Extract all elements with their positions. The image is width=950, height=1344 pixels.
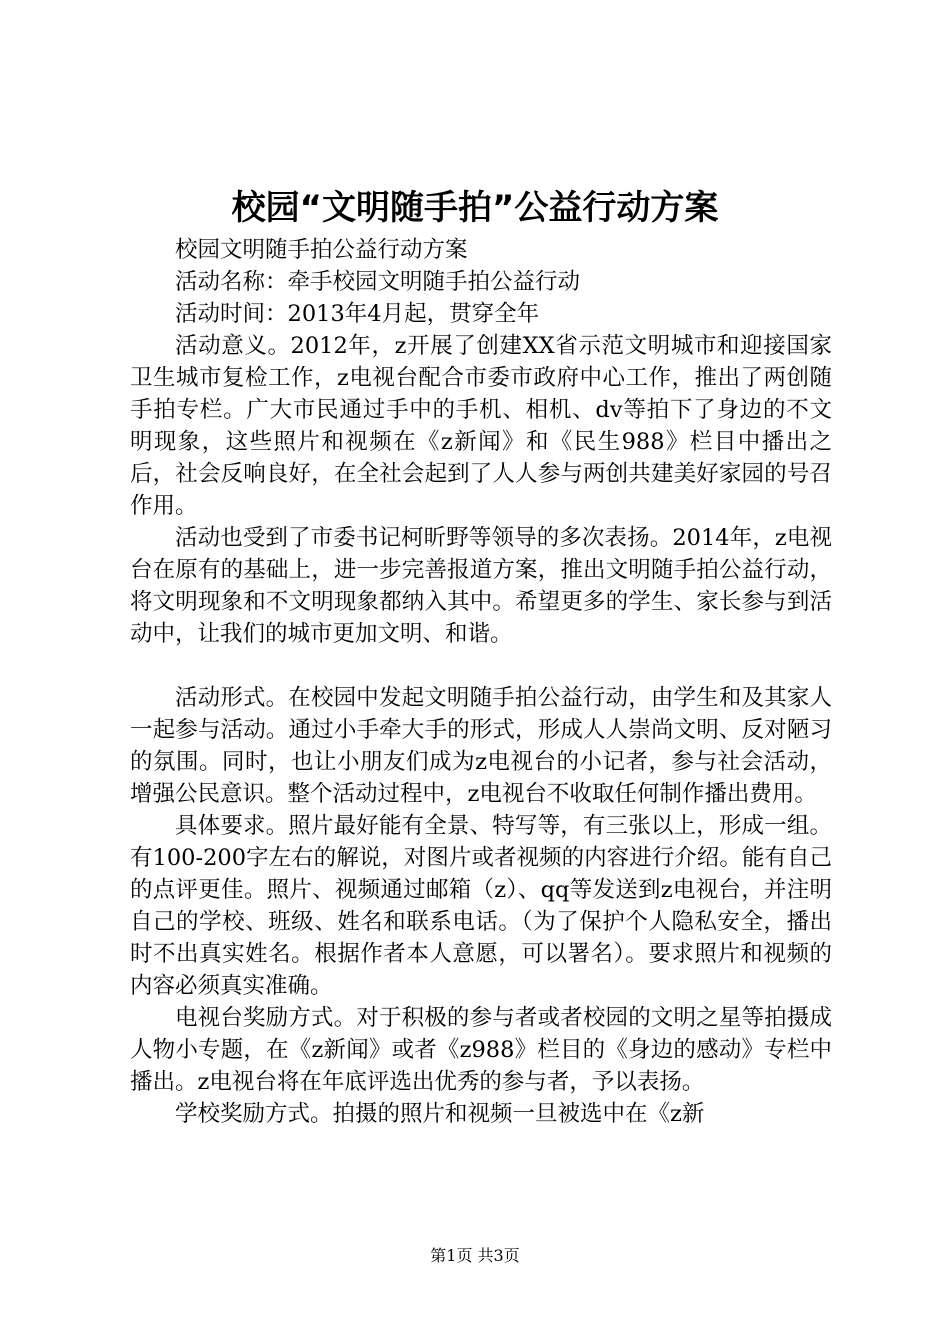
paragraph-praise: 活动也受到了市委书记柯昕野等领导的多次表扬。2014年，z电视台在原有的基础上，进一步完善报道方案，推出文明随手拍公益行动，将文明现象和不文明现象都纳入其中。希望更多的学生、家长参与到活动中，让我们的城市更加文明、和谐。: [130, 525, 832, 647]
page-number-footer: 第1页 共3页: [430, 1246, 520, 1265]
paragraph-subtitle: 校园文明随手拍公益行动方案: [175, 237, 468, 263]
paragraph-school-rewards: 学校奖励方式。拍摄的照片和视频一旦被选中在《z新: [175, 1101, 705, 1127]
paragraph-format: 活动形式。在校园中发起文明随手拍公益行动，由学生和及其家人一起参与活动。通过小手牵大手的形式，形成人人崇尚文明、反对陋习的氛围。同时，也让小朋友们成为z电视台的小记者，参与社会活动，增强公民意识。整个活动过程中，z电视台不收取任何制作播出费用。: [130, 685, 832, 807]
paragraph-requirements: 具体要求。照片最好能有全景、特写等，有三张以上，形成一组。有100-200字左右的解说，对图片或者视频的内容进行介绍。能有自己的点评更佳。照片、视频通过邮箱（z）、qq等发送到z电视台，并注明自己的学校、班级、姓名和联系电话。（为了保护个人隐私安全，播出时不出真实姓名。根据作者本人意愿，可以署名）。要求照片和视频的内容必须真实准确。: [130, 813, 832, 999]
document-body: [130, 234, 832, 1130]
paragraph-activity-time: 活动时间：2013年4月起，贯穿全年: [175, 301, 540, 327]
paragraph-significance: 活动意义。2012年，z开展了创建XX省示范文明城市和迎接国家卫生城市复检工作，z电视台配合市委市政府中心工作，推出了两创随手拍专栏。广大市民通过手中的手机、相机、dv等拍下了身边的不文明现象，这些照片和视频在《z新闻》和《民生988》栏目中播出之后，社会反响良好，在全社会起到了人人参与两创共建美好家园的号召作用。: [130, 333, 832, 519]
paragraph-spacer: [130, 650, 832, 682]
paragraph-tv-rewards: 电视台奖励方式。对于积极的参与者或者校园的文明之星等拍摄成人物小专题，在《z新闻》或者《z988》栏目的《身边的感动》专栏中播出。z电视台将在年底评选出优秀的参与者，予以表扬。: [130, 1005, 832, 1095]
document-title: 校园“文明随手拍”公益行动方案: [231, 188, 719, 228]
paragraph-activity-name: 活动名称：牵手校园文明随手拍公益行动: [175, 269, 581, 295]
